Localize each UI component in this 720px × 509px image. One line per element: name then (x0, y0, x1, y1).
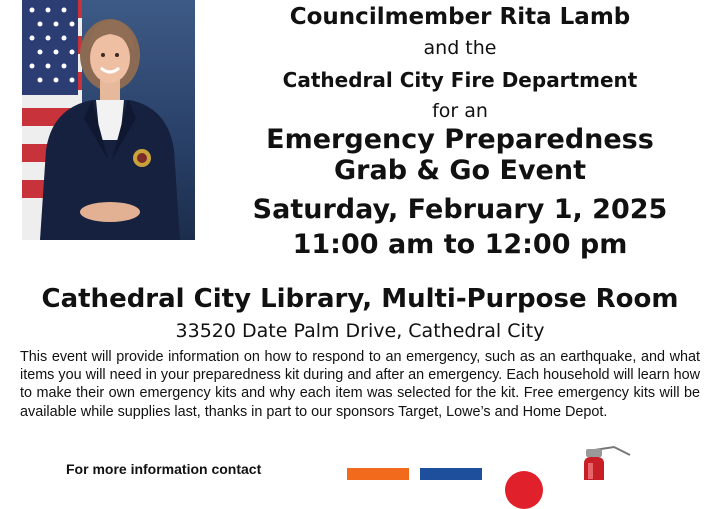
councilmember-portrait (22, 0, 195, 240)
event-title-line-2: Grab & Go Event (334, 155, 586, 186)
event-title-line-1: Emergency Preparedness (266, 124, 654, 155)
home-depot-logo (347, 468, 409, 480)
event-description: This event will provide information on how to respond to an emergency, such as an earthquake, and what items you will need in your preparedness kit during and after an emergency. Each household will learn how to make their own emergency kits and why each item was selected for the kit. Free emergency kits will be available while supplies last, thanks in part to our sponsors Target, Lowe’s and Home Depot. (20, 349, 700, 420)
venue-name: Cathedral City Library, Multi-Purpose Room (41, 284, 679, 314)
event-date: Saturday, February 1, 2025 (252, 194, 668, 225)
venue-address: 33520 Date Palm Drive, Cathedral City (175, 320, 545, 342)
event-time: 11:00 am to 12:00 pm (292, 229, 628, 260)
department-name: Cathedral City Fire Department (282, 68, 638, 92)
target-logo (505, 471, 543, 509)
contact-heading: For more information contact (66, 461, 262, 477)
person-figure (22, 0, 195, 240)
host-name: Councilmember Rita Lamb (289, 4, 631, 30)
and-the-text: and the (423, 37, 497, 59)
lowes-logo (420, 468, 482, 480)
for-an-text: for an (432, 100, 488, 122)
fire-extinguisher-icon (574, 445, 634, 480)
